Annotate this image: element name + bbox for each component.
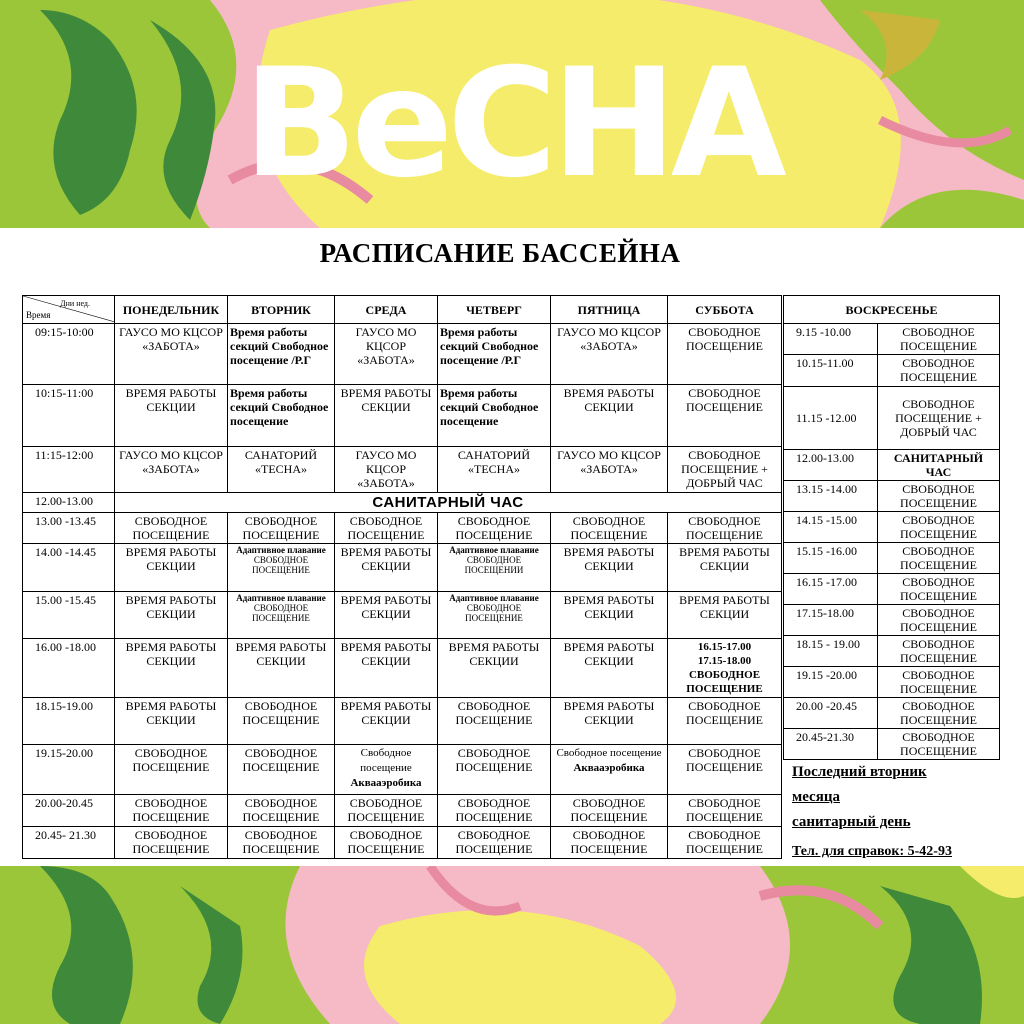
schedule-cell: ВРЕМЯ РАБОТЫ СЕКЦИИ bbox=[668, 544, 782, 592]
adaptive-sub: СВОБОДНОЕ ПОСЕЩЕНИИ bbox=[464, 555, 524, 575]
sunday-row bbox=[784, 698, 1000, 729]
time-cell: 18.15 - 19.00 bbox=[784, 636, 878, 667]
adaptive-sub: СВОБОДНОЕ ПОСЕЩЕНИЕ bbox=[465, 603, 523, 623]
sunday-cell: САНИТАРНЫЙ ЧАС bbox=[878, 450, 1000, 481]
corner-time-label: Время bbox=[26, 310, 51, 320]
page-title: РАСПИСАНИЕ БАССЕЙНА bbox=[319, 238, 681, 268]
schedule-cell: ВРЕМЯ РАБОТЫ СЕКЦИИ bbox=[551, 639, 668, 698]
schedule-cell: СВОБОДНОЕ ПОСЕЩЕНИЕ bbox=[335, 827, 438, 859]
sat-time-1: 16.15-17.00 bbox=[697, 641, 752, 653]
schedule-cell: СВОБОДНОЕ ПОСЕЩЕНИЕ bbox=[438, 513, 551, 544]
sunday-cell: СВОБОДНОЕ ПОСЕЩЕНИЕ bbox=[878, 355, 1000, 387]
schedule-cell: СВОБОДНОЕ ПОСЕЩЕНИЕ bbox=[668, 513, 782, 544]
time-cell: 15.15 -16.00 bbox=[784, 543, 878, 574]
schedule-cell: СВОБОДНОЕ ПОСЕЩЕНИЕ bbox=[551, 513, 668, 544]
aqua-text: Свободное посещение bbox=[360, 747, 412, 774]
time-cell: 20.00 -20.45 bbox=[784, 698, 878, 729]
table-row bbox=[23, 745, 782, 795]
time-cell: 14.00 -14.45 bbox=[23, 544, 115, 592]
schedule-cell: СВОБОДНОЕ ПОСЕЩЕНИЕ bbox=[115, 513, 228, 544]
sunday-cell: СВОБОДНОЕ ПОСЕЩЕНИЕ bbox=[878, 605, 1000, 636]
schedule-cell: ГАУСО МО КЦСОР «ЗАБОТА» bbox=[115, 447, 228, 493]
sunday-row bbox=[784, 636, 1000, 667]
schedule-cell: СВОБОДНОЕ ПОСЕЩЕНИЕ bbox=[115, 745, 228, 795]
sunday-cell: СВОБОДНОЕ ПОСЕЩЕНИЕ bbox=[878, 729, 1000, 760]
schedule-cell: ВРЕМЯ РАБОТЫ СЕКЦИИ bbox=[115, 698, 228, 745]
schedule-cell: САНАТОРИЙ «ТЕСНА» bbox=[438, 447, 551, 493]
schedule-cell: ВРЕМЯ РАБОТЫ СЕКЦИИ bbox=[335, 544, 438, 592]
schedule-cell: ВРЕМЯ РАБОТЫ СЕКЦИИ bbox=[551, 385, 668, 447]
sunday-row bbox=[784, 387, 1000, 450]
time-cell: 10.15-11.00 bbox=[784, 355, 878, 387]
sunday-cell: СВОБОДНОЕ ПОСЕЩЕНИЕ + ДОБРЫЙ ЧАС bbox=[878, 387, 1000, 450]
aqua-label: Аквааэробика bbox=[573, 762, 645, 774]
schedule-cell: ГАУСО МО КЦСОР «ЗАБОТА» bbox=[335, 447, 438, 493]
time-cell: 16.15 -17.00 bbox=[784, 574, 878, 605]
schedule-cell: СВОБОДНОЕ ПОСЕЩЕНИЕ bbox=[438, 745, 551, 795]
day-header: ВТОРНИК bbox=[228, 296, 335, 324]
sunday-row bbox=[784, 729, 1000, 760]
day-header: СРЕДА bbox=[335, 296, 438, 324]
day-header: СУББОТА bbox=[668, 296, 782, 324]
schedule-cell: СВОБОДНОЕ ПОСЕЩЕНИЕ bbox=[228, 698, 335, 745]
schedule-cell: СВОБОДНОЕ ПОСЕЩЕНИЕ bbox=[668, 324, 782, 385]
table-row bbox=[23, 827, 782, 859]
adaptive-cell bbox=[438, 592, 551, 639]
table-row bbox=[23, 698, 782, 745]
schedule-cell: ВРЕМЯ РАБОТЫ СЕКЦИИ bbox=[228, 639, 335, 698]
schedule-cell: СВОБОДНОЕ ПОСЕЩЕНИЕ bbox=[228, 795, 335, 827]
aqua-text: Свободное посещение bbox=[556, 747, 662, 759]
note-line-1: Последний вторник bbox=[792, 764, 927, 780]
day-header: ПОНЕДЕЛЬНИК bbox=[115, 296, 228, 324]
adaptive-title: Адаптивное плавание bbox=[449, 545, 539, 555]
schedule-cell: СВОБОДНОЕ ПОСЕЩЕНИЕ bbox=[115, 827, 228, 859]
schedule-cell: СВОБОДНОЕ ПОСЕЩЕНИЕ bbox=[668, 827, 782, 859]
adaptive-cell bbox=[228, 592, 335, 639]
schedule-cell: ГАУСО МО КЦСОР «ЗАБОТА» bbox=[551, 324, 668, 385]
day-header: ПЯТНИЦА bbox=[551, 296, 668, 324]
sunday-cell: СВОБОДНОЕ ПОСЕЩЕНИЕ bbox=[878, 698, 1000, 729]
time-cell: 13.15 -14.00 bbox=[784, 481, 878, 512]
time-cell: 19.15 -20.00 bbox=[784, 667, 878, 698]
schedule-cell: ВРЕМЯ РАБОТЫ СЕКЦИИ bbox=[335, 639, 438, 698]
schedule-cell: СВОБОДНОЕ ПОСЕЩЕНИЕ bbox=[551, 827, 668, 859]
schedule-cell: Время работы секций Свободное посещение /Р.Г bbox=[438, 324, 551, 385]
time-cell: 20.45- 21.30 bbox=[23, 827, 115, 859]
schedule-cell: СВОБОДНОЕ ПОСЕЩЕНИЕ bbox=[335, 795, 438, 827]
phone-info: Тел. для справок: 5-42-93 bbox=[792, 844, 952, 859]
sunday-header: ВОСКРЕСЕНЬЕ bbox=[784, 296, 1000, 324]
schedule-cell: ВРЕМЯ РАБОТЫ СЕКЦИИ bbox=[551, 544, 668, 592]
adaptive-cell bbox=[228, 544, 335, 592]
schedule-cell: ВРЕМЯ РАБОТЫ СЕКЦИИ bbox=[115, 544, 228, 592]
sat-free: СВОБОДНОЕ ПОСЕЩЕНИЕ bbox=[686, 669, 763, 695]
banner-word: ВеСНА bbox=[243, 37, 781, 211]
sunday-schedule-table bbox=[783, 295, 1000, 760]
note-line-2: месяца bbox=[792, 789, 840, 805]
schedule-cell: СВОБОДНОЕ ПОСЕЩЕНИЕ bbox=[668, 385, 782, 447]
time-cell: 16.00 -18.00 bbox=[23, 639, 115, 698]
corner-days-label: Дни нед. bbox=[60, 299, 90, 308]
schedule-cell: ВРЕМЯ РАБОТЫ СЕКЦИИ bbox=[335, 385, 438, 447]
table-row bbox=[23, 324, 782, 385]
schedule-cell: ВРЕМЯ РАБОТЫ СЕКЦИИ bbox=[668, 592, 782, 639]
table-row bbox=[23, 385, 782, 447]
schedule-cell: СВОБОДНОЕ ПОСЕЩЕНИЕ bbox=[551, 795, 668, 827]
schedule-cell: ГАУСО МО КЦСОР «ЗАБОТА» bbox=[335, 324, 438, 385]
schedule-cell: СВОБОДНОЕ ПОСЕЩЕНИЕ bbox=[228, 827, 335, 859]
time-cell: 14.15 -15.00 bbox=[784, 512, 878, 543]
schedule-cell: СВОБОДНОЕ ПОСЕЩЕНИЕ bbox=[335, 513, 438, 544]
time-cell: 12.00-13.00 bbox=[784, 450, 878, 481]
schedule-cell: ВРЕМЯ РАБОТЫ СЕКЦИИ bbox=[335, 698, 438, 745]
sunday-row bbox=[784, 574, 1000, 605]
sunday-row bbox=[784, 667, 1000, 698]
note-line-3: санитарный день bbox=[792, 814, 911, 830]
schedule-cell: СВОБОДНОЕ ПОСЕЩЕНИЕ bbox=[438, 795, 551, 827]
aqua-label: Аквааэробика bbox=[350, 777, 422, 789]
schedule-cell: ВРЕМЯ РАБОТЫ СЕКЦИИ bbox=[115, 385, 228, 447]
adaptive-sub: СВОБОДНОЕ ПОСЕЩЕНИЕ bbox=[252, 555, 310, 575]
time-cell: 9.15 -10.00 bbox=[784, 324, 878, 355]
time-cell: 20.00-20.45 bbox=[23, 795, 115, 827]
bottom-banner bbox=[0, 866, 1024, 1024]
time-cell: 09:15-10:00 bbox=[23, 324, 115, 385]
time-cell: 11.15 -12.00 bbox=[784, 387, 878, 450]
schedule-cell: ВРЕМЯ РАБОТЫ СЕКЦИИ bbox=[438, 639, 551, 698]
schedule-cell: САНАТОРИЙ «ТЕСНА» bbox=[228, 447, 335, 493]
sunday-cell: СВОБОДНОЕ ПОСЕЩЕНИЕ bbox=[878, 636, 1000, 667]
schedule-cell: ВРЕМЯ РАБОТЫ СЕКЦИИ bbox=[551, 698, 668, 745]
sunday-row bbox=[784, 450, 1000, 481]
corner-cell bbox=[23, 296, 115, 324]
sanitary-row bbox=[23, 493, 782, 513]
schedule-cell: ГАУСО МО КЦСОР «ЗАБОТА» bbox=[115, 324, 228, 385]
time-cell: 19.15-20.00 bbox=[23, 745, 115, 795]
sat-time-2: 17.15-18.00 bbox=[697, 655, 752, 667]
adaptive-title: Адаптивное плавание bbox=[236, 545, 326, 555]
sunday-row bbox=[784, 543, 1000, 574]
adaptive-cell bbox=[438, 544, 551, 592]
weekday-schedule-table bbox=[22, 295, 782, 859]
sunday-row bbox=[784, 324, 1000, 355]
schedule-cell: ВРЕМЯ РАБОТЫ СЕКЦИИ bbox=[115, 592, 228, 639]
sunday-cell: СВОБОДНОЕ ПОСЕЩЕНИЕ bbox=[878, 512, 1000, 543]
table-row bbox=[23, 795, 782, 827]
sanitary-cell: САНИТАРНЫЙ ЧАС bbox=[115, 493, 782, 513]
sunday-cell: СВОБОДНОЕ ПОСЕЩЕНИЕ bbox=[878, 324, 1000, 355]
schedule-cell: ВРЕМЯ РАБОТЫ СЕКЦИИ bbox=[551, 592, 668, 639]
time-cell: 10:15-11:00 bbox=[23, 385, 115, 447]
sunday-cell: СВОБОДНОЕ ПОСЕЩЕНИЕ bbox=[878, 667, 1000, 698]
table-row bbox=[23, 639, 782, 698]
schedule-cell: Время работы секций Свободное посещение bbox=[438, 385, 551, 447]
sunday-row bbox=[784, 481, 1000, 512]
adaptive-title: Адаптивное плавание bbox=[449, 593, 539, 603]
schedule-cell: СВОБОДНОЕ ПОСЕЩЕНИЕ bbox=[668, 795, 782, 827]
time-cell: 18.15-19.00 bbox=[23, 698, 115, 745]
time-cell: 13.00 -13.45 bbox=[23, 513, 115, 544]
saturday-evening-cell bbox=[668, 639, 782, 698]
table-row bbox=[23, 447, 782, 493]
time-cell: 12.00-13.00 bbox=[23, 493, 115, 513]
aqua-cell bbox=[335, 745, 438, 795]
sunday-row bbox=[784, 355, 1000, 387]
time-cell: 20.45-21.30 bbox=[784, 729, 878, 760]
schedule-cell: СВОБОДНОЕ ПОСЕЩЕНИЕ bbox=[228, 513, 335, 544]
adaptive-title: Адаптивное плавание bbox=[236, 593, 326, 603]
schedule-cell: СВОБОДНОЕ ПОСЕЩЕНИЕ bbox=[438, 827, 551, 859]
sunday-cell: СВОБОДНОЕ ПОСЕЩЕНИЕ bbox=[878, 481, 1000, 512]
sunday-row bbox=[784, 605, 1000, 636]
sunday-header-row bbox=[784, 296, 1000, 324]
schedule-cell: СВОБОДНОЕ ПОСЕЩЕНИЕ bbox=[668, 698, 782, 745]
schedule-cell: СВОБОДНОЕ ПОСЕЩЕНИЕ bbox=[438, 698, 551, 745]
schedule-cell: СВОБОДНОЕ ПОСЕЩЕНИЕ bbox=[668, 745, 782, 795]
day-header: ЧЕТВЕРГ bbox=[438, 296, 551, 324]
sunday-cell: СВОБОДНОЕ ПОСЕЩЕНИЕ bbox=[878, 574, 1000, 605]
top-banner bbox=[0, 0, 1024, 228]
sunday-cell: СВОБОДНОЕ ПОСЕЩЕНИЕ bbox=[878, 543, 1000, 574]
table-row bbox=[23, 544, 782, 592]
schedule-cell: ВРЕМЯ РАБОТЫ СЕКЦИИ bbox=[335, 592, 438, 639]
table-row bbox=[23, 513, 782, 544]
schedule-cell: Время работы секций Свободное посещение bbox=[228, 385, 335, 447]
schedule-cell: ВРЕМЯ РАБОТЫ СЕКЦИИ bbox=[115, 639, 228, 698]
schedule-cell: ГАУСО МО КЦСОР «ЗАБОТА» bbox=[551, 447, 668, 493]
time-cell: 11:15-12:00 bbox=[23, 447, 115, 493]
header-row bbox=[23, 296, 782, 324]
sunday-row bbox=[784, 512, 1000, 543]
adaptive-sub: СВОБОДНОЕ ПОСЕЩЕНИЕ bbox=[252, 603, 310, 623]
time-cell: 15.00 -15.45 bbox=[23, 592, 115, 639]
schedule-cell: Время работы секций Свободное посещение /Р.Г bbox=[228, 324, 335, 385]
schedule-cell: СВОБОДНОЕ ПОСЕЩЕНИЕ bbox=[228, 745, 335, 795]
schedule-cell: СВОБОДНОЕ ПОСЕЩЕНИЕ bbox=[115, 795, 228, 827]
table-row bbox=[23, 592, 782, 639]
time-cell: 17.15-18.00 bbox=[784, 605, 878, 636]
schedule-cell: СВОБОДНОЕ ПОСЕЩЕНИЕ + ДОБРЫЙ ЧАС bbox=[668, 447, 782, 493]
aqua-cell bbox=[551, 745, 668, 795]
